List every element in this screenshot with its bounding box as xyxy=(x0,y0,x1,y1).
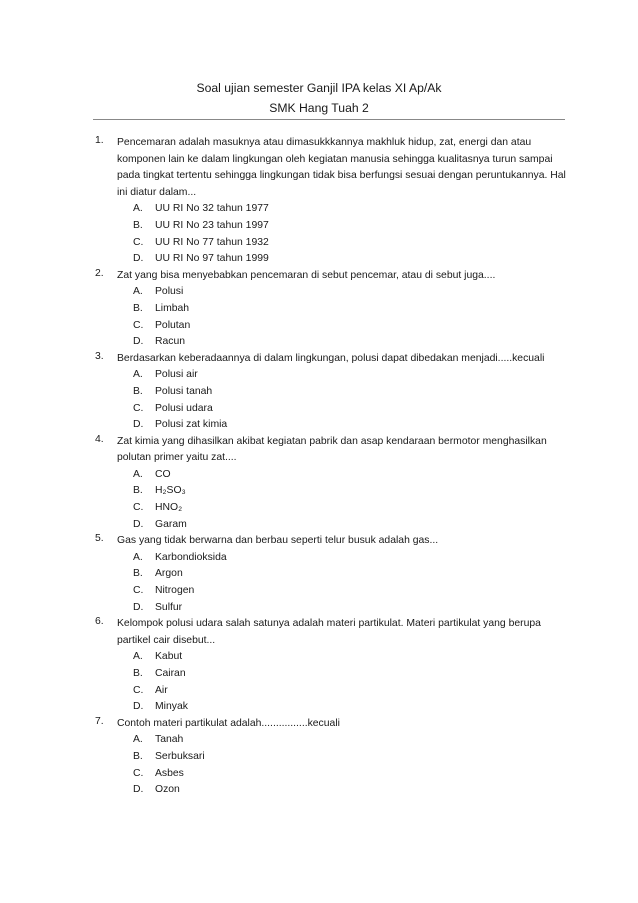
option-text: Cairan xyxy=(155,668,186,679)
answer-option xyxy=(133,517,575,534)
question-item xyxy=(95,434,575,534)
question-text: Kelompok polusi udara salah satunya adalah materi partikulat. Materi partikulat yang berupa partikel cair disebut... xyxy=(117,618,541,646)
option-letter: A. xyxy=(133,734,143,746)
question-item xyxy=(95,268,575,351)
option-letter: B. xyxy=(133,750,143,762)
option-text: Limbah xyxy=(155,302,190,314)
question-text: Gas yang tidak berwarna dan berbau seperti telur busuk adalah gas... xyxy=(117,535,439,547)
question-text: Zat kimia yang dihasilkan akibat kegiatan pabrik dan asap kendaraan bermotor menghasilkan polutan primer yaitu zat.... xyxy=(117,435,547,464)
option-letter: C. xyxy=(133,502,144,514)
option-list xyxy=(117,201,575,267)
answer-option xyxy=(133,649,575,666)
option-letter: A. xyxy=(133,203,143,215)
document-header xyxy=(0,78,638,118)
answer-option xyxy=(133,666,575,683)
option-letter: D. xyxy=(133,601,144,613)
answer-option xyxy=(133,699,575,716)
option-text: Polusi udara xyxy=(155,402,213,414)
option-letter: D. xyxy=(133,701,144,713)
answer-option xyxy=(133,566,575,583)
option-text: Nitrogen xyxy=(155,585,195,597)
option-text: Karbondioksida xyxy=(155,551,227,563)
option-text: Polusi zat kimia xyxy=(155,419,228,431)
answer-option xyxy=(133,367,575,384)
option-text: Argon xyxy=(155,568,183,580)
option-text: Polusi xyxy=(155,286,184,298)
answer-option xyxy=(133,284,575,301)
answer-option xyxy=(133,318,575,335)
option-letter: C. xyxy=(133,319,144,331)
option-text: UU RI No 32 tahun 1977 xyxy=(155,203,269,215)
option-text: HNO₂ xyxy=(155,502,183,514)
question-number: 4. xyxy=(95,433,104,445)
question-item xyxy=(95,351,575,434)
question-item xyxy=(95,533,575,616)
question-item xyxy=(95,716,575,799)
option-letter: B. xyxy=(133,219,143,231)
option-text: Polusi tanah xyxy=(155,385,213,397)
answer-option xyxy=(133,301,575,318)
question-number: 1. xyxy=(95,135,104,146)
answer-option xyxy=(133,384,575,401)
answer-option xyxy=(133,749,575,766)
option-text: Asbes xyxy=(155,767,184,779)
option-text: Garam xyxy=(155,518,187,530)
option-letter: C. xyxy=(133,767,144,779)
option-letter: C. xyxy=(133,684,144,696)
header-divider xyxy=(93,119,565,120)
question-item xyxy=(95,135,575,268)
option-text: UU RI No 97 tahun 1999 xyxy=(155,253,269,265)
option-text: UU RI No 23 tahun 1997 xyxy=(155,219,269,231)
option-list xyxy=(117,284,575,350)
answer-option xyxy=(133,218,575,235)
option-letter: D. xyxy=(133,784,144,796)
option-letter: B. xyxy=(133,302,143,314)
option-letter: B. xyxy=(133,568,143,580)
answer-option xyxy=(133,401,575,418)
option-letter: D. xyxy=(133,253,144,265)
answer-option xyxy=(133,467,575,484)
option-text: Air xyxy=(155,684,168,696)
answer-option xyxy=(133,600,575,617)
answer-option xyxy=(133,251,575,268)
answer-option xyxy=(133,201,575,218)
question-number: 5. xyxy=(95,533,104,545)
question-text: Berdasarkan keberadaannya di dalam lingkungan, polusi dapat dibedakan menjadi.....kecuali xyxy=(117,352,545,364)
answer-option xyxy=(133,235,575,252)
option-letter: A. xyxy=(133,468,143,480)
option-text: CO xyxy=(155,468,171,480)
option-text: Polutan xyxy=(155,319,191,331)
option-letter: A. xyxy=(133,651,143,663)
question-list xyxy=(95,135,575,799)
answer-option xyxy=(133,583,575,600)
option-text: Tanah xyxy=(155,734,184,746)
option-text: Sulfur xyxy=(155,601,183,613)
option-text: UU RI No 77 tahun 1932 xyxy=(155,236,269,248)
option-list xyxy=(117,550,575,616)
answer-option xyxy=(133,550,575,567)
question-number: 6. xyxy=(95,616,104,628)
option-letter: A. xyxy=(133,369,143,381)
option-letter: C. xyxy=(133,236,144,248)
answer-option xyxy=(133,500,575,517)
answer-option xyxy=(133,766,575,783)
option-text: Racun xyxy=(155,336,186,348)
question-number: 3. xyxy=(95,350,104,362)
option-letter: B. xyxy=(133,385,143,397)
option-letter: A. xyxy=(133,286,143,298)
question-number: 7. xyxy=(95,715,104,727)
option-text: Polusi air xyxy=(155,369,198,381)
answer-option xyxy=(133,683,575,700)
answer-option xyxy=(133,483,575,500)
answer-option xyxy=(133,334,575,351)
question-text: Contoh materi partikulat adalah................kecuali xyxy=(117,717,340,729)
option-text: Serbuksari xyxy=(155,750,205,762)
question-number: 2. xyxy=(95,267,104,279)
option-list xyxy=(117,649,575,715)
option-text: Kabut xyxy=(155,651,183,663)
option-text: Minyak xyxy=(155,701,188,713)
answer-option xyxy=(133,782,575,799)
question-text: Pencemaran adalah masuknya atau dimasukkkannya makhluk hidup, zat, energi dan atau komponen lain ke dalam lingkungan oleh kegiatan manusia sehingga kualitasnya turun sampai pada tingkat tertentu sehingga lingkungan tidak bisa berfungsi sesuai dengan peruntukannya. Hal ini diatur dalam... xyxy=(117,137,566,198)
document-title: Soal ujian semester Ganjil IPA kelas XI Ap/Ak xyxy=(196,81,442,95)
option-letter: C. xyxy=(133,585,144,597)
option-letter: D. xyxy=(133,336,144,348)
option-letter: A. xyxy=(133,551,143,563)
option-text: Ozon xyxy=(155,784,180,796)
option-text: H₂SO₃ xyxy=(155,485,186,497)
option-list xyxy=(117,367,575,433)
option-letter: D. xyxy=(133,419,144,431)
answer-option xyxy=(133,417,575,434)
option-list xyxy=(117,467,575,533)
option-letter: D. xyxy=(133,518,144,530)
question-item xyxy=(95,616,575,716)
school-name: SMK Hang Tuah 2 xyxy=(269,101,369,115)
answer-option xyxy=(133,732,575,749)
question-text: Zat yang bisa menyebabkan pencemaran di sebut pencemar, atau di sebut juga.... xyxy=(117,269,496,281)
option-list xyxy=(117,732,575,798)
option-letter: B. xyxy=(133,485,143,497)
option-letter: C. xyxy=(133,402,144,414)
option-letter: B. xyxy=(133,668,143,679)
